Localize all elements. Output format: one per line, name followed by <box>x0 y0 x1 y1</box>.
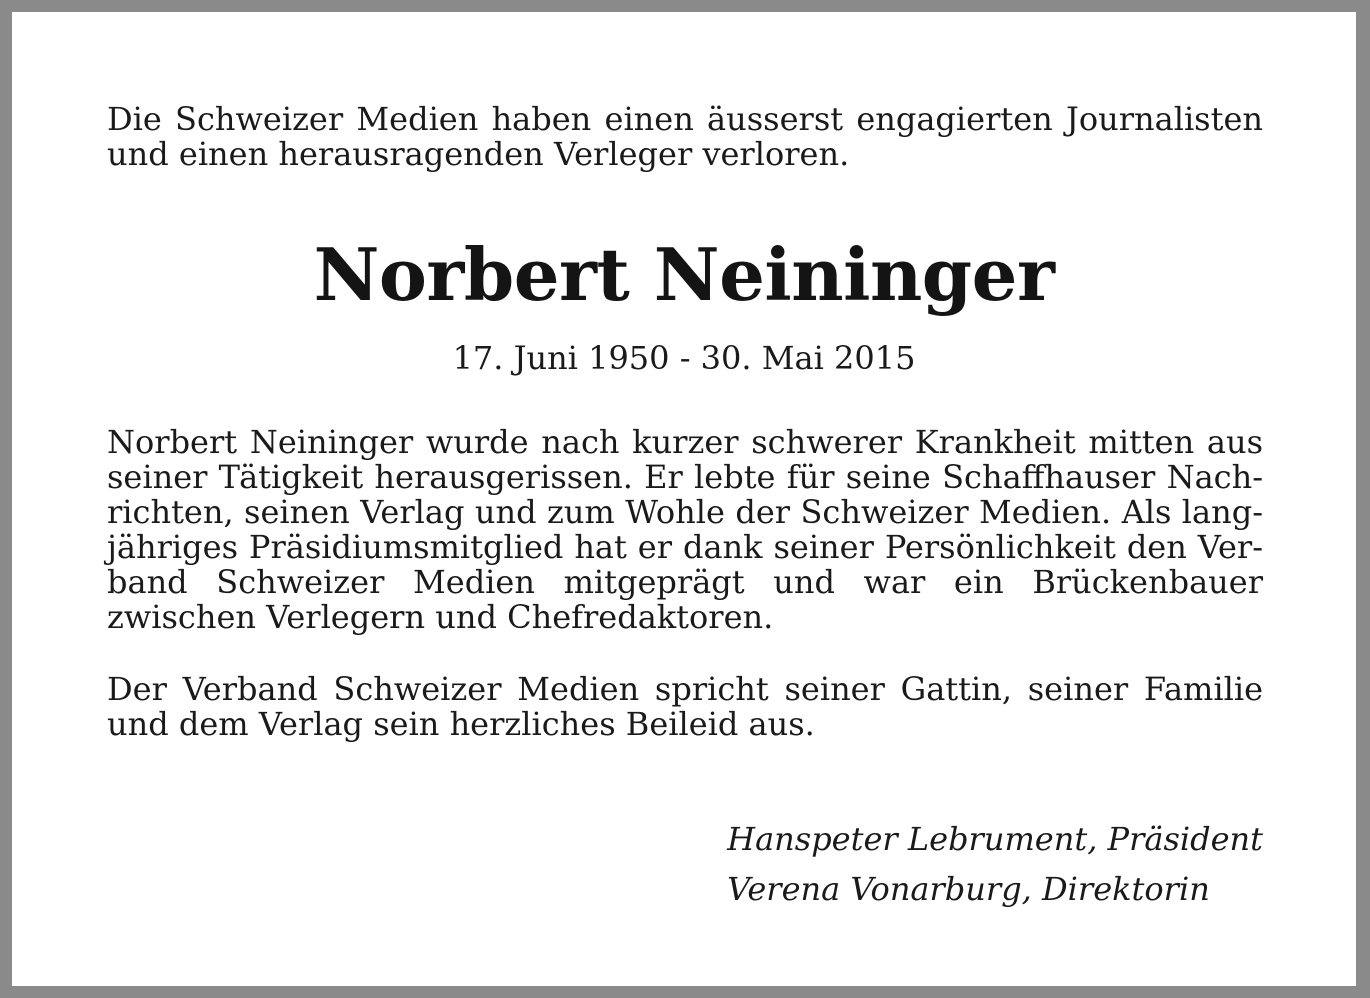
signatory-director: Verena Vonarburg, Direktorin <box>727 870 1210 908</box>
tribute-paragraph: Norbert Neininger wurde nach kurzer schwerer Krankheit mitten aus seiner Tätigkeit herausgerissen. Er lebte für seine Schaffhauser Nachrichten, seinen Verlag und zum Wohle der Schweizer Medien. Als langjähriges Präsidiumsmitglied hat er dank seiner Persönlichkeit den Verband Schweizer Medien mitgeprägt und war ein Brückenbauer zwischen Verlegern und Chefredaktoren. <box>107 423 1263 636</box>
condolence-paragraph: Der Verband Schweizer Medien spricht seiner Gattin, seiner Familie und dem Verlag sein herzliches Beileid aus. <box>107 670 1263 743</box>
life-dates: 17. Juni 1950 - 30. Mai 2015 <box>452 339 916 377</box>
intro-text: Die Schweizer Medien haben einen äusserst engagierten Journalisten und einen herausragenden Verleger verloren. <box>107 100 1263 173</box>
obituary-notice <box>12 12 1356 986</box>
signature-block <box>727 814 1263 914</box>
signatory-president: Hanspeter Lebrument, Präsident <box>727 820 1263 858</box>
deceased-name: Norbert Neininger <box>313 232 1055 317</box>
